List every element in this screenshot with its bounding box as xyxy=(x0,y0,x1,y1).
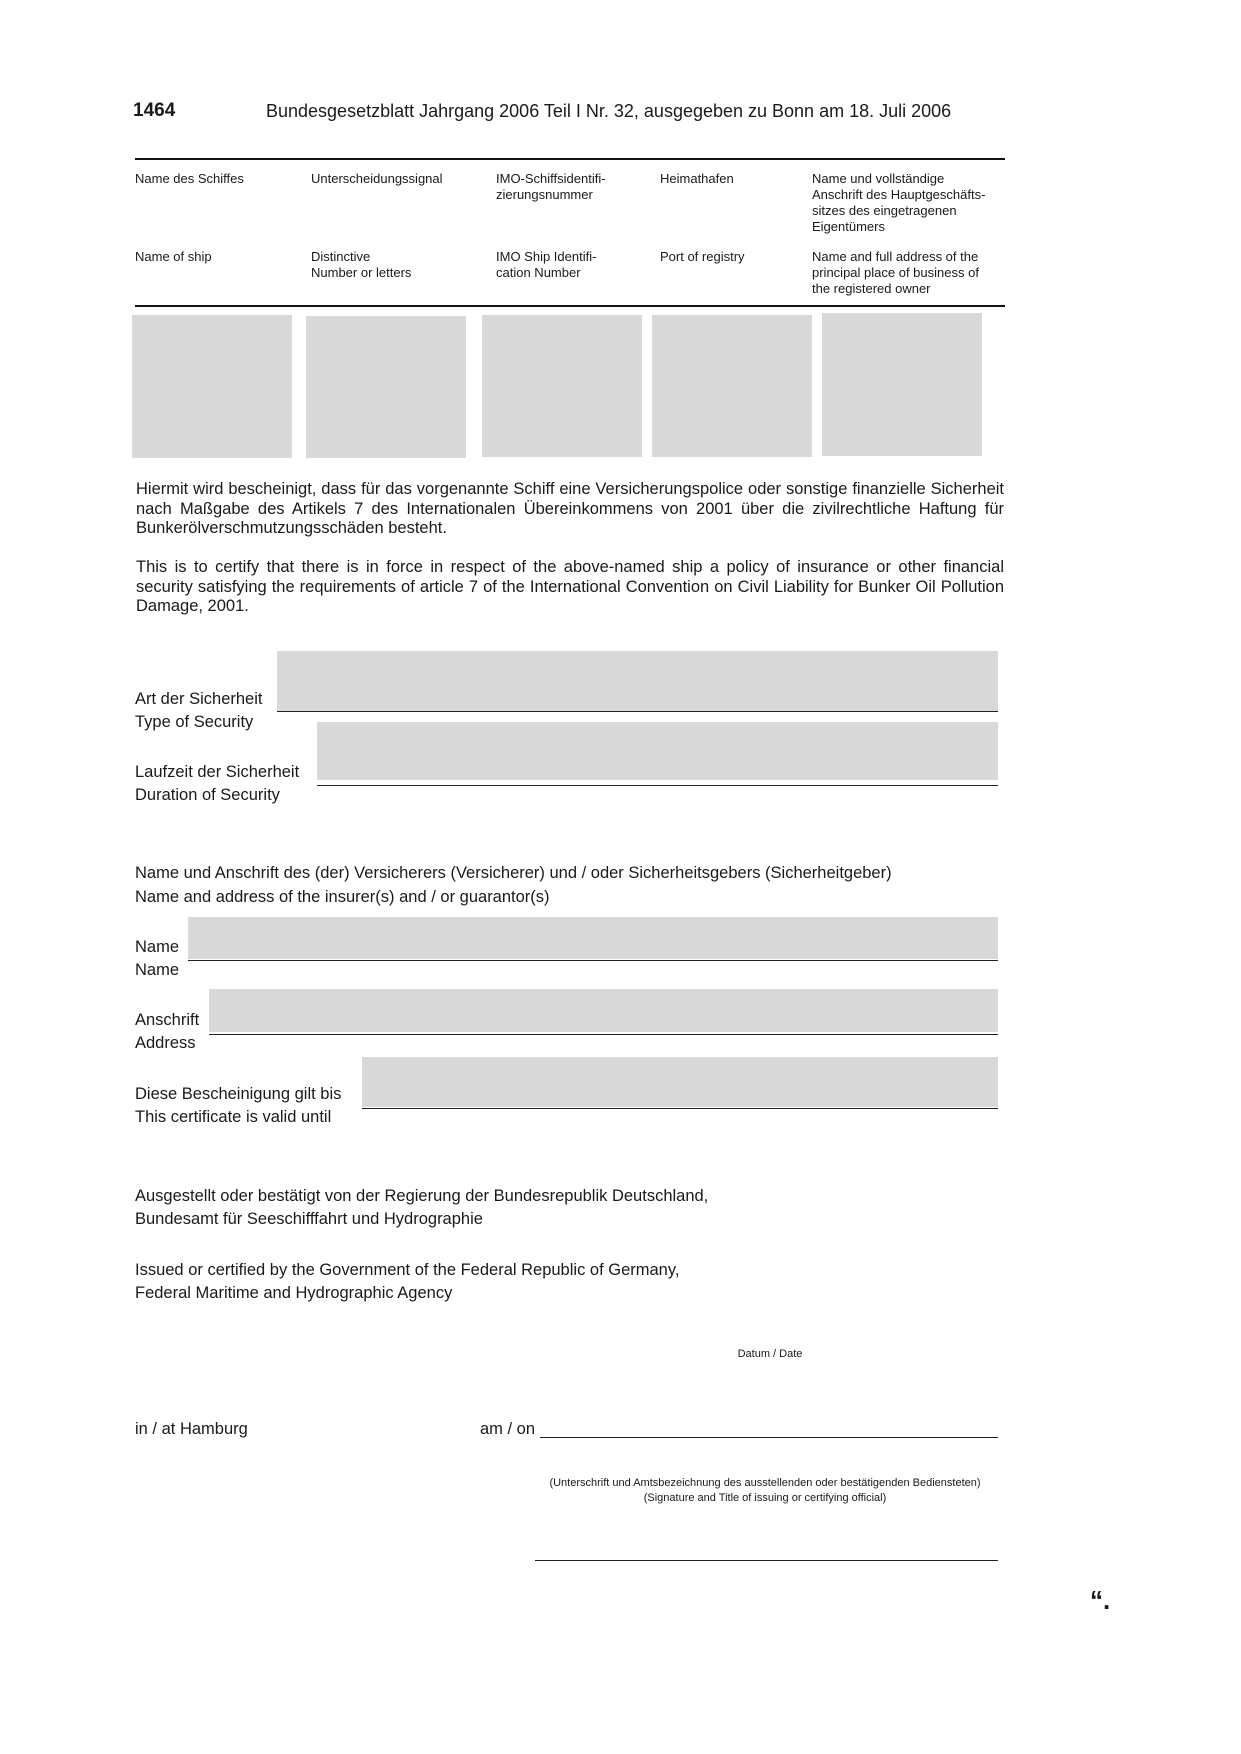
table-top-rule xyxy=(135,158,1005,160)
imo-number-field[interactable] xyxy=(482,315,642,457)
security-type-field[interactable] xyxy=(277,651,998,711)
col-name-de: Name des Schiffes xyxy=(135,171,244,186)
valid-until-label-en: This certificate is valid until xyxy=(135,1108,332,1126)
ship-name-field[interactable] xyxy=(132,315,292,458)
issuer-en-line1: Issued or certified by the Government of the Federal Republic of Germany, xyxy=(135,1261,680,1279)
security-type-line xyxy=(277,711,998,712)
on-label: am / on xyxy=(480,1420,536,1438)
valid-until-field[interactable] xyxy=(362,1057,998,1107)
date-label: Datum / Date xyxy=(737,1348,803,1360)
insurer-address-line xyxy=(209,1034,998,1035)
certification-text-de: Hiermit wird bescheinigt, dass für das vorgenannte Schiff eine Versicherungspolice oder sonstige finanzielle Sicherheit nach Maßgabe des Artikels 7 des Internationalen Übereinkommens von 2001 über die zivilrechtliche Haftung für Bunkerölverschmutzungsschäden besteht. xyxy=(136,480,1004,537)
table-bottom-rule xyxy=(135,305,1005,307)
valid-until-line xyxy=(362,1108,998,1109)
insurer-address-field[interactable] xyxy=(209,989,998,1032)
port-of-registry-field[interactable] xyxy=(652,315,812,457)
col-owner-de: Name und vollständige Anschrift des Hauptgeschäfts- sitzes des eingetragenen Eigentümers xyxy=(812,171,986,234)
page-number: 1464 xyxy=(133,100,176,121)
insurer-heading-en: Name and address of the insurer(s) and / or guarantor(s) xyxy=(135,888,550,906)
col-signal-en: Distinctive Number or letters xyxy=(311,249,412,280)
issuer-de-line2: Bundesamt für Seeschifffahrt und Hydrographie xyxy=(135,1210,483,1228)
date-signature-line[interactable] xyxy=(540,1437,998,1438)
col-name-en: Name of ship xyxy=(135,249,212,264)
security-duration-label-de: Laufzeit der Sicherheit xyxy=(135,763,300,781)
security-duration-field[interactable] xyxy=(317,722,998,780)
insurer-name-line xyxy=(188,960,998,961)
insurer-address-label-en: Address xyxy=(135,1034,196,1052)
col-imo-en: IMO Ship Identifi- cation Number xyxy=(496,249,597,280)
col-signal-de: Unterscheidungssignal xyxy=(311,171,443,186)
issuer-en-line2: Federal Maritime and Hydrographic Agency xyxy=(135,1284,453,1302)
col-imo-de: IMO-Schiffsidentifi- zierungsnummer xyxy=(496,171,606,202)
signature-caption-en: (Signature and Title of issuing or certifying official) xyxy=(643,1492,887,1504)
insurer-name-label-de: Name xyxy=(135,938,180,956)
issuer-de-line1: Ausgestellt oder bestätigt von der Regierung der Bundesrepublik Deutschland, xyxy=(135,1187,709,1205)
col-port-de: Heimathafen xyxy=(660,171,734,186)
signature-caption-de: (Unterschrift und Amtsbezeichnung des ausstellenden oder bestätigenden Bediensteten) xyxy=(549,1477,981,1489)
col-owner-en: Name and full address of the principal place of business of the registered owner xyxy=(812,249,979,296)
gazette-header: Bundesgesetzblatt Jahrgang 2006 Teil I Nr. 32, ausgegeben zu Bonn am 18. Juli 2006 xyxy=(266,101,952,121)
insurer-name-label-en: Name xyxy=(135,961,180,979)
security-duration-line xyxy=(317,785,998,786)
insurer-name-field[interactable] xyxy=(188,917,998,959)
place-label: in / at Hamburg xyxy=(135,1420,248,1438)
col-port-en: Port of registry xyxy=(660,249,745,264)
owner-address-field[interactable] xyxy=(822,313,982,456)
distinctive-number-field[interactable] xyxy=(306,316,466,458)
security-type-label-de: Art der Sicherheit xyxy=(135,690,263,708)
security-type-label-en: Type of Security xyxy=(135,713,254,731)
insurer-heading-de: Name und Anschrift des (der) Versicherers (Versicherer) und / oder Sicherheitsgebers (Sicherheitgeber) xyxy=(135,864,892,882)
certification-text-en: This is to certify that there is in force in respect of the above-named ship a policy of insurance or other financial security satisfying the requirements of article 7 of the International Convention on Civil Liability for Bunker Oil Pollution Damage, 2001. xyxy=(136,558,1004,615)
closing-quote-mark: “. xyxy=(1090,1585,1111,1615)
official-signature-line[interactable] xyxy=(535,1560,998,1561)
insurer-address-label-de: Anschrift xyxy=(135,1011,200,1029)
security-duration-label-en: Duration of Security xyxy=(135,786,280,804)
valid-until-label-de: Diese Bescheinigung gilt bis xyxy=(135,1085,342,1103)
